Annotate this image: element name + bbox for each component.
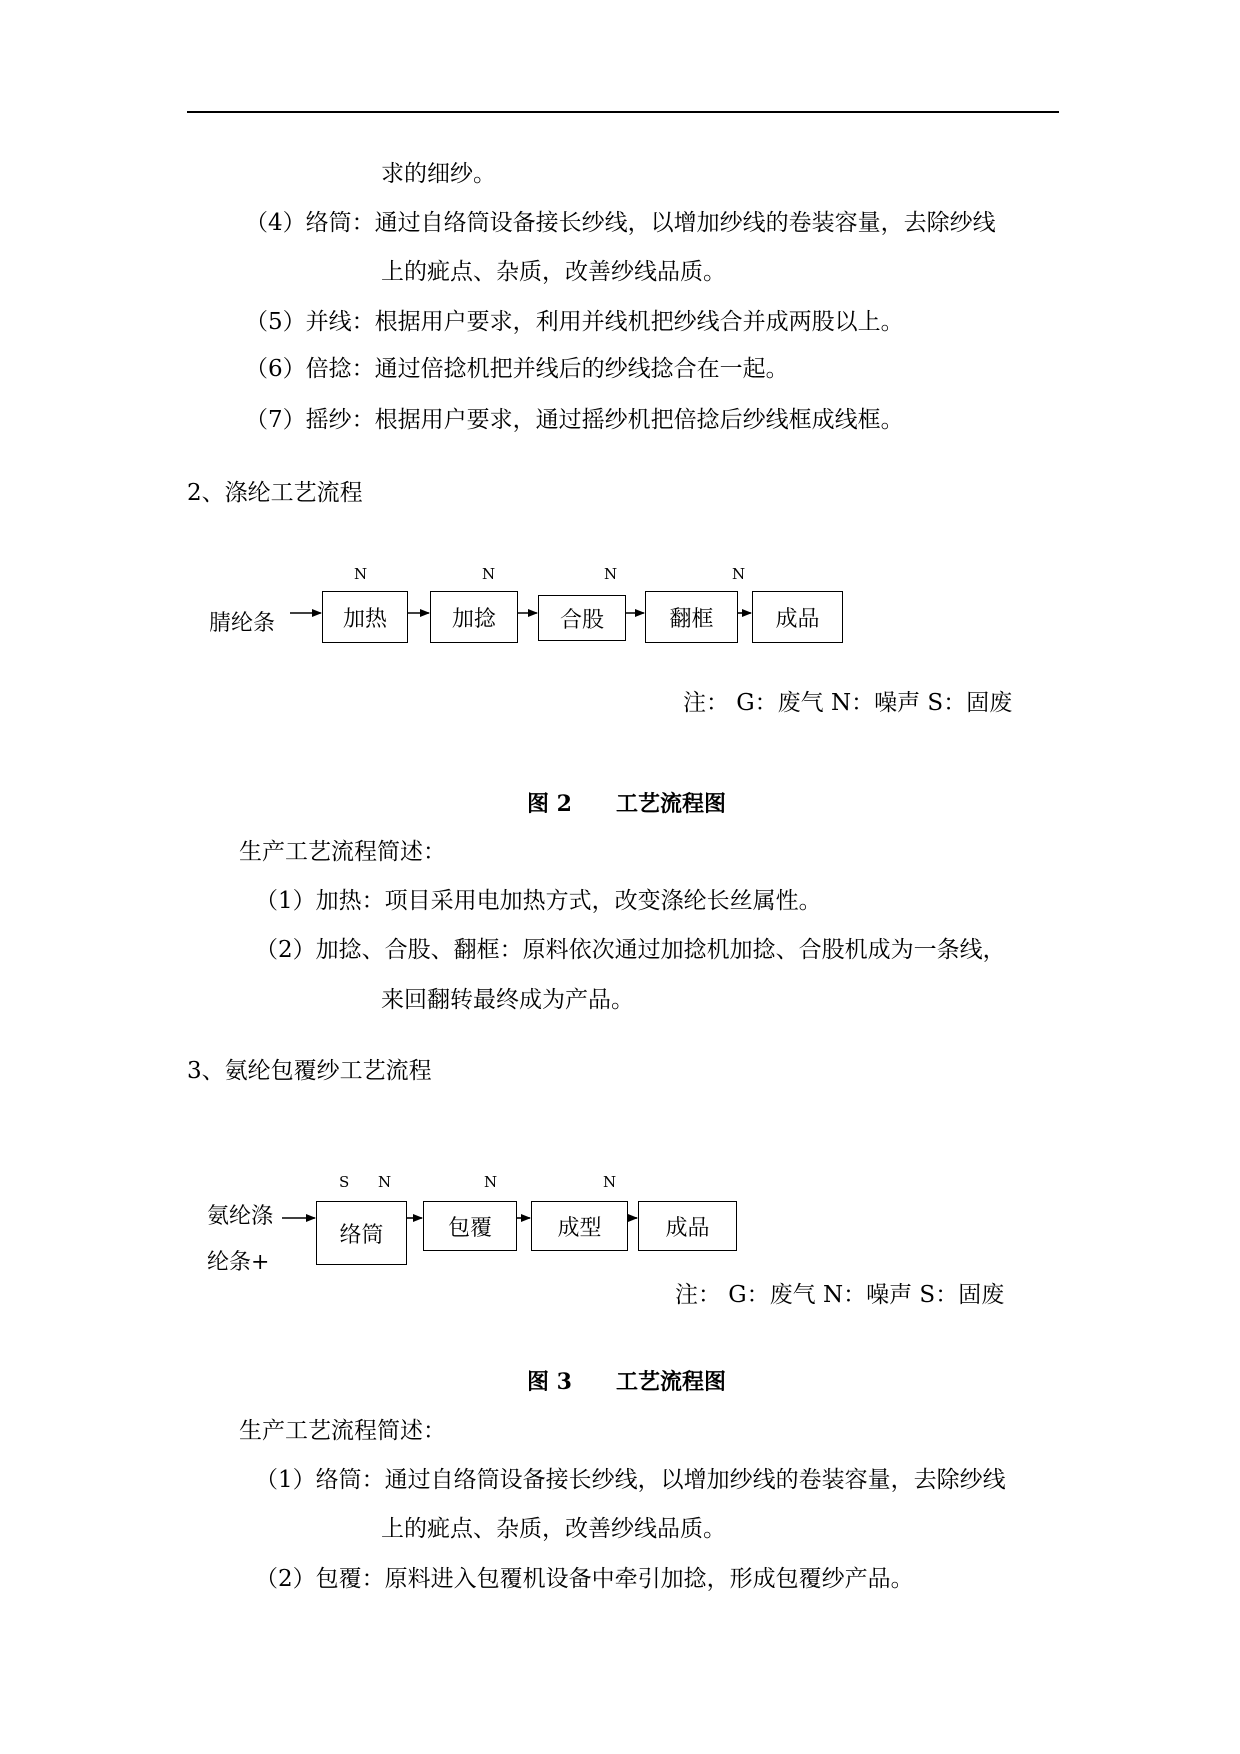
figure-2-caption: 图 2 工艺流程图 [527,791,726,817]
section-2-paragraph-1: （1）加热：项目采用电加热方式，改变涤纶长丝属性。 [255,888,822,914]
paragraph-4-continuation: 上的疵点、杂质，改善纱线品质。 [381,259,726,285]
flow-2-input: 腈纶条 [209,611,276,636]
paragraph-5: （5）并线：根据用户要求，利用并线机把纱线合并成两股以上。 [245,309,904,335]
paragraph-6: （6）倍捻：通过倍捻机把并线后的纱线捻合在一起。 [245,356,789,382]
flow-3-step-covering: 包覆 [423,1201,517,1251]
section-3-paragraph-1-continuation: 上的疵点、杂质，改善纱线品质。 [381,1516,726,1542]
figure-3-caption: 图 3 工艺流程图 [527,1369,726,1395]
flow-3-marker-3: N [484,1173,498,1191]
paragraph-3-continuation: 求的细纱。 [381,161,496,187]
paragraph-4: （4）络筒：通过自络筒设备接长纱线，以增加纱线的卷装容量，去除纱线 [245,210,996,236]
section-2-paragraph-2-continuation: 来回翻转最终成为产品。 [381,987,634,1013]
flow-2-step-plying: 合股 [538,595,626,641]
section-2-paragraph-2: （2）加捻、合股、翻框：原料依次通过加捻机加捻、合股机成为一条线， [255,937,1006,963]
flow-3-marker-1: S [339,1173,350,1191]
flow-2-note: 注： G：废气 N：噪声 S：固废 [683,690,1013,716]
flow-3-step-forming: 成型 [531,1201,628,1251]
section-3-desc-title: 生产工艺流程简述： [239,1418,446,1444]
flow-2-step-heating: 加热 [322,591,408,643]
flow-3-step-winding: 络筒 [316,1201,407,1265]
flow-2-marker-1: N [354,565,368,583]
section-2-desc-title: 生产工艺流程简述： [239,839,446,865]
paragraph-7: （7）摇纱：根据用户要求，通过摇纱机把倍捻后纱线框成线框。 [245,407,904,433]
flow-3-input-line-2: 纶条+ [207,1250,270,1275]
flow-2-step-product: 成品 [752,591,843,643]
section-3-paragraph-1: （1）络筒：通过自络筒设备接长纱线，以增加纱线的卷装容量，去除纱线 [255,1467,1006,1493]
flow-3-marker-4: N [603,1173,617,1191]
flow-2-marker-4: N [732,565,746,583]
flow-2-step-reeling: 翻框 [645,591,738,643]
flow-3-input-line-1: 氨纶涤 [207,1204,274,1229]
section-3-heading: 3、氨纶包覆纱工艺流程 [187,1058,432,1084]
section-2-heading: 2、涤纶工艺流程 [187,480,363,506]
flow-2-marker-2: N [482,565,496,583]
flow-3-marker-2: N [378,1173,392,1191]
section-3-paragraph-2: （2）包覆：原料进入包覆机设备中牵引加捻，形成包覆纱产品。 [255,1566,914,1592]
flow-3-step-product: 成品 [638,1201,737,1251]
flow-2-step-twisting: 加捻 [430,591,518,643]
flow-3-note: 注： G：废气 N：噪声 S：固废 [675,1282,1005,1308]
flow-2-marker-3: N [604,565,618,583]
